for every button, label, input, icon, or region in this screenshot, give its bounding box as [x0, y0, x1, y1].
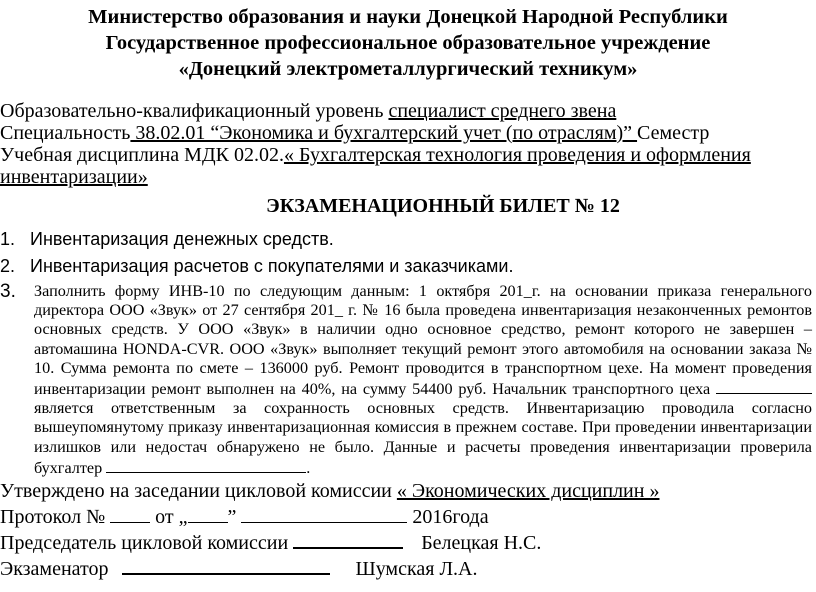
institution-heading: Государственное профессиональное образовательное учреждение [105, 32, 711, 54]
level-value: специалист среднего звена [388, 100, 617, 122]
question-3-task [0, 282, 816, 478]
question-number: 2. [0, 256, 16, 276]
specialty-line [0, 122, 816, 144]
approved-line [0, 478, 816, 504]
examiner-line [0, 556, 816, 582]
transport-head-blank [716, 378, 812, 394]
level-line [0, 100, 816, 122]
protocol-number-blank [110, 505, 150, 523]
specialty-value: 38.02.01 “Экономика и бухгалтерский учет (по отраслям)” [130, 122, 638, 144]
examiner-label: Экзаменатор [0, 558, 114, 581]
chair-signature-line [293, 530, 403, 549]
specialty-label: Специальность [0, 122, 131, 144]
discipline-value-cont: инвентаризации» [0, 166, 148, 188]
footer [0, 478, 816, 582]
task-text-part-1: Заполнить форму ИНВ-10 по следующим данным: 1 октября 201_г. на основании приказа генерального директора ООО «Звук» от 27 сентября 201_ г. № 16 была проведена инвентаризация незаконченных ремонтов основных средств. У ООО «Звук» в наличии одно основное средство, ремонт которого не завершен – автомашина HONDA-CVR. ООО «Звук» выполняет текущий ремонт этого автомобиля на основании заказа № 10. Сумма ремонта по смете – 136000 руб. Ремонт проводится в транспортном цехе. На момент проведения инвентаризации ремонт выполнен на 40%, на сумму 54400 руб. Начальник транспортного цеха [34, 282, 812, 399]
question-1 [0, 226, 816, 253]
approved-label: Утверждено на заседании цикловой комиссии [0, 480, 397, 503]
protocol-day-blank [188, 505, 228, 523]
discipline-value: « Бухгалтерская технология проведения и оформления [283, 144, 751, 166]
chair-name: Белецкая Н.С. [421, 532, 542, 555]
college-heading: «Донецкий электрометаллургический техникум» [178, 58, 638, 80]
examiner-name: Шумская Л.А. [355, 558, 478, 581]
protocol-line [0, 504, 816, 530]
task-text-part-3: . [306, 458, 311, 477]
examiner-signature-line [122, 556, 330, 575]
ministry-heading: Министерство образования и науки Донецкой Народной Республики [88, 6, 728, 28]
chair-label: Председатель цикловой комиссии [0, 532, 294, 555]
semester-label: Семестр [637, 122, 710, 144]
task-text-part-2: является ответственным за сохранность основных средств. Инвентаризацию проводила согласно вышеупомянутому приказу инвентаризационная комиссия в прежнем составе. При проведении инвентаризации излишков или недостач обнаружено не было. Данные и расчеты проведения инвентаризации проверила бухгалтер [34, 399, 812, 477]
protocol-label: Протокол № [0, 506, 111, 529]
ticket-title: ЭКЗАМЕНАЦИОННЫЙ БИЛЕТ № 12 [266, 195, 620, 217]
discipline-line [0, 144, 816, 166]
question-text: Инвентаризация расчетов с покупателями и заказчиками. [30, 256, 514, 276]
accountant-blank [106, 457, 306, 473]
protocol-month-blank [241, 505, 407, 523]
task-text [34, 282, 812, 478]
protocol-from: от „ [150, 506, 188, 529]
question-number: 1. [0, 229, 16, 249]
chair-line [0, 530, 816, 556]
question-2 [0, 253, 816, 280]
level-label: Образовательно-квалификационный уровень [0, 100, 389, 122]
approved-value: « Экономических дисциплин » [396, 480, 660, 503]
protocol-year: 2016года [407, 506, 489, 529]
discipline-line-2 [0, 166, 816, 188]
discipline-label: Учебная дисциплина МДК 02.02. [0, 144, 284, 166]
question-number: 3. [0, 281, 16, 302]
question-text: Инвентаризация денежных средств. [30, 229, 334, 249]
protocol-quote: ” [227, 506, 237, 529]
